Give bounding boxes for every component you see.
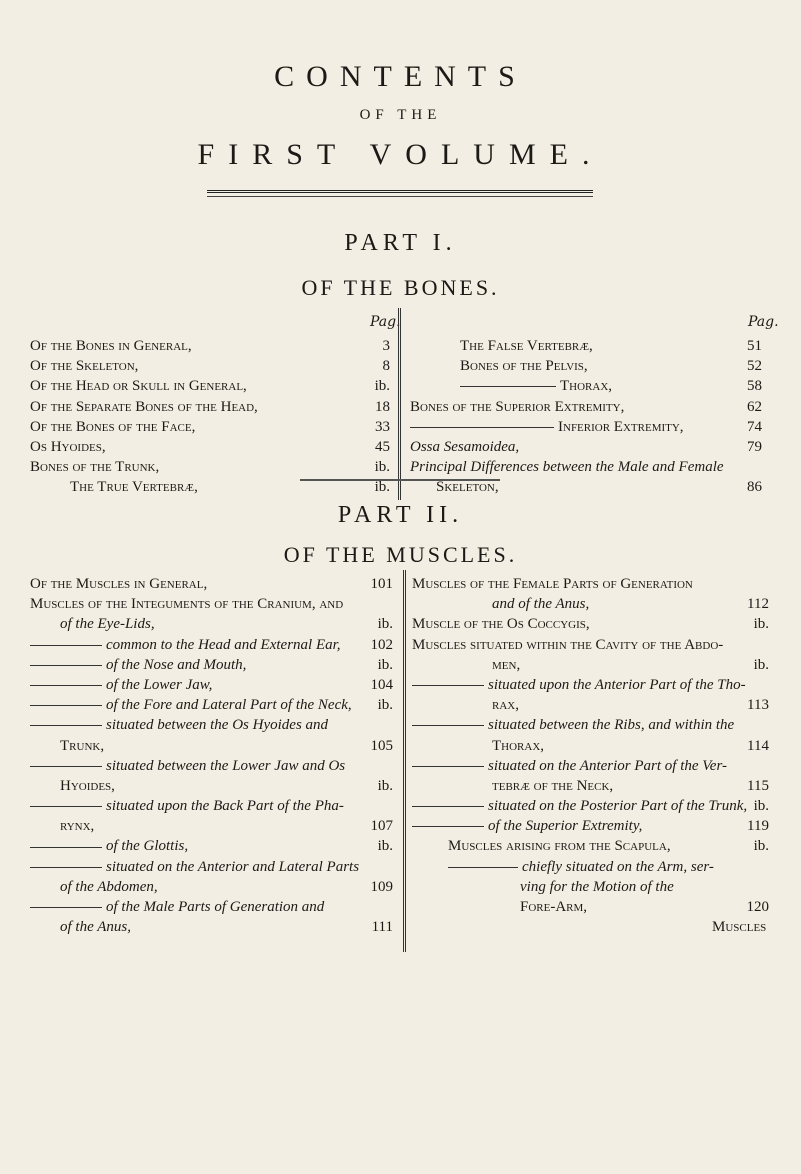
toc-entry: and of the Anus, 112: [492, 596, 769, 613]
toc-entry: of the Eye-Lids, ib.: [60, 616, 393, 633]
toc-entry: chiefly situated on the Arm, ser-: [412, 859, 769, 879]
divider-rule: [207, 190, 593, 193]
part2-right-column: [412, 576, 769, 939]
part2-subtitle: OF THE MUSCLES.: [283, 542, 518, 567]
first-volume-title: FIRST VOLUME.: [197, 138, 604, 171]
toc-entry: Thorax, 58: [410, 378, 762, 398]
toc-entry: rax, 113: [492, 697, 769, 714]
toc-entry: tebræ of the Neck, 115: [492, 777, 769, 794]
toc-entry: Of the Skeleton, 8: [30, 358, 390, 375]
toc-entry: Of the Muscles in General, 101: [30, 576, 393, 592]
page-column-heading: Pag.: [370, 314, 401, 330]
toc-entry: Fore-Arm, 120: [520, 899, 769, 915]
toc-entry: situated between the Lower Jaw and Os: [30, 758, 393, 778]
toc-entry: The False Vertebræ, 51: [460, 338, 762, 354]
toc-entry: Muscles situated within the Cavity of the Abdo-: [412, 636, 724, 653]
toc-entry: of the Male Parts of Generation and: [30, 899, 393, 919]
toc-entry: situated upon the Back Part of the Pha-: [30, 798, 393, 818]
toc-entry: The True Vertebræ, ib.: [70, 479, 390, 496]
of-the-subtitle: OF THE: [359, 107, 442, 123]
toc-entry: Of the Separate Bones of the Head, 18: [30, 398, 390, 415]
toc-entry: Muscles of the Integuments of the Cranium, and: [30, 596, 344, 613]
toc-entry: of the Nose and Mouth, ib.: [30, 657, 393, 677]
toc-entry: situated on the Anterior Part of the Ver-: [412, 758, 769, 778]
toc-entry: Hyoides, ib.: [60, 777, 393, 794]
toc-entry: situated between the Ribs, and within the: [412, 717, 769, 737]
contents-title: CONTENTS: [274, 60, 527, 93]
toc-entry: of the Glottis, ib.: [30, 838, 393, 858]
toc-entry: Of the Bones in General, 3: [30, 338, 390, 354]
toc-entry: of the Superior Extremity, 119: [412, 818, 769, 838]
toc-entry: of the Lower Jaw, 104: [30, 677, 393, 697]
catchword: Muscles: [712, 919, 767, 936]
divider-rule: [207, 196, 593, 197]
toc-entry: men, ib.: [492, 656, 769, 673]
toc-entry: ving for the Motion of the: [520, 878, 674, 895]
part1-heading: PART I.: [344, 230, 457, 256]
page-column-heading: Pag.: [748, 314, 779, 330]
part1-subtitle: OF THE BONES.: [301, 275, 500, 300]
toc-entry: Muscle of the Os Coccygis, ib.: [412, 616, 769, 633]
toc-entry: Skeleton, 86: [436, 479, 762, 496]
toc-entry: Of the Bones of the Face, 33: [30, 418, 390, 435]
toc-entry: common to the Head and External Ear, 102: [30, 637, 393, 657]
toc-entry: Os Hyoides, 45: [30, 438, 390, 455]
toc-entry: Thorax, 114: [492, 737, 769, 754]
toc-entry: situated upon the Anterior Part of the Tho-: [412, 677, 769, 697]
part2-left-column: [30, 576, 393, 939]
part1-left-column: [30, 338, 390, 500]
toc-entry: Muscles arising from the Scapula, ib.: [448, 838, 769, 855]
part1-right-column: [410, 338, 762, 500]
toc-entry: rynx, 107: [60, 818, 393, 835]
toc-entry: Bones of the Superior Extremity, 62: [410, 398, 762, 415]
divider-rule: [300, 479, 500, 481]
column-divider: [398, 308, 401, 500]
toc-entry: Principal Differences between the Male and Female: [410, 459, 724, 476]
toc-entry: of the Fore and Lateral Part of the Neck, ib.: [30, 697, 393, 717]
toc-entry: Trunk, 105: [60, 737, 393, 754]
toc-entry: situated on the Anterior and Lateral Parts: [30, 859, 393, 879]
toc-entry: situated between the Os Hyoides and: [30, 717, 393, 737]
toc-entry: Of the Head or Skull in General, ib.: [30, 378, 390, 395]
toc-entry: Muscles of the Female Parts of Generation: [412, 576, 693, 592]
toc-entry: of the Abdomen, 109: [60, 878, 393, 895]
toc-entry: of the Anus, 111: [60, 919, 393, 936]
toc-entry: Inferior Extremity, 74: [410, 419, 762, 439]
toc-entry: Bones of the Pelvis, 52: [460, 358, 762, 375]
column-divider: [403, 570, 406, 952]
toc-entry: Bones of the Trunk, ib.: [30, 459, 390, 476]
part2-heading: PART II.: [337, 502, 464, 528]
toc-entry: Ossa Sesamoidea, 79: [410, 438, 762, 455]
toc-entry: situated on the Posterior Part of the Trunk, ib.: [412, 798, 769, 818]
